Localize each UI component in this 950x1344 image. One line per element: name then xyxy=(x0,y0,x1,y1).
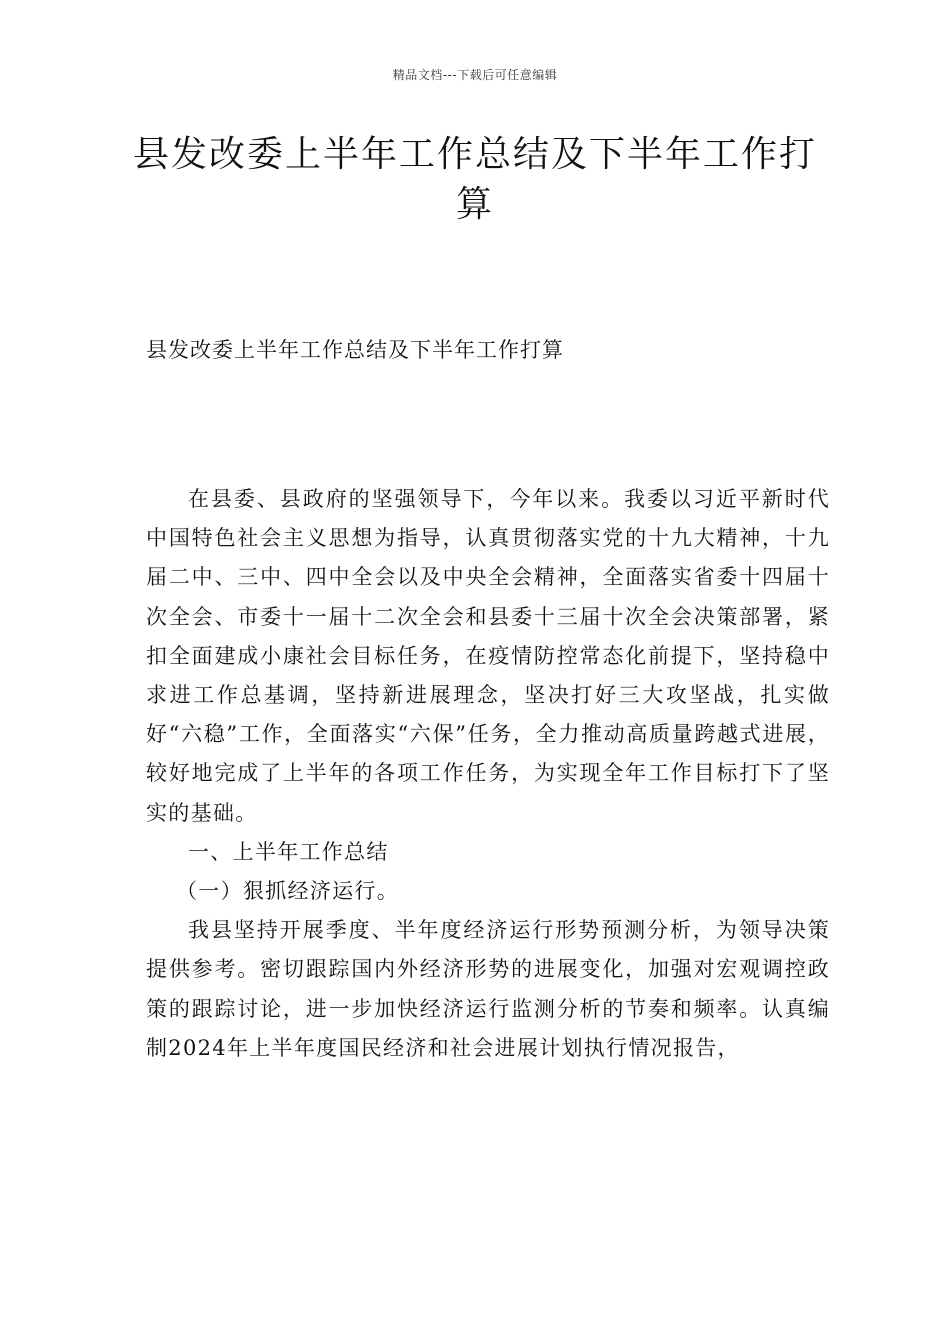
intro-paragraph: 在县委、县政府的坚强领导下，今年以来。我委以习近平新时代中国特色社会主义思想为指导，认真贯彻落实党的十九大精神，十九届二中、三中、四中全会以及中央全会精神，全面落实省委十四届十次全会、市委十一届十二次全会和县委十三届十次全会决策部署，紧扣全面建成小康社会目标任务，在疫情防控常态化前提下，坚持稳中求进工作总基调，坚持新进展理念，坚决打好三大攻坚战，扎实做好“六稳”工作，全面落实“六保”任务，全力推动高质量跨越式进展，较好地完成了上半年的各项工作任务，为实现全年工作目标打下了坚实的基础。 xyxy=(146,487,830,825)
document-body xyxy=(146,480,830,1068)
document-title: 县发改委上半年工作总结及下半年工作打算 xyxy=(132,134,817,225)
document-subtitle: 县发改委上半年工作总结及下半年工作打算 xyxy=(146,338,564,362)
subsection-heading: （一）狠抓经济运行。 xyxy=(176,879,399,904)
section-heading: 一、上半年工作总结 xyxy=(188,839,389,864)
subsection-paragraph: 我县坚持开展季度、半年度经济运行形势预测分析，为领导决策提供参考。密切跟踪国内外经济形势的进展变化，加强对宏观调控政策的跟踪讨论，进一步加快经济运行监测分析的节奏和频率。认真编制2024年上半年度国民经济和社会进展计划执行情况报告， xyxy=(146,918,830,1060)
header-note: 精品文档---下载后可任意编辑 xyxy=(392,68,558,82)
